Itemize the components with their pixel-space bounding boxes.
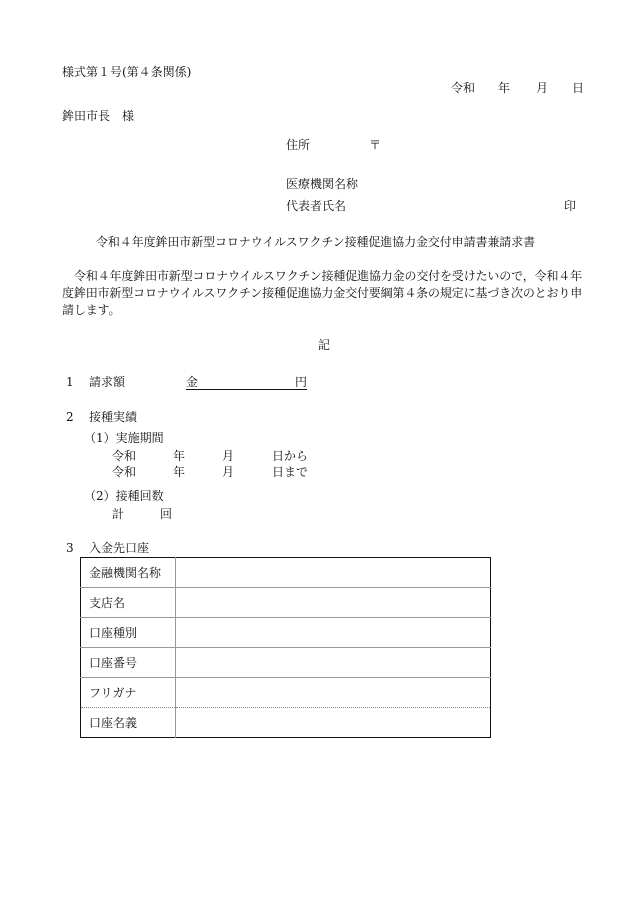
- table-row: [81, 678, 491, 708]
- table-row: [81, 648, 491, 678]
- count-total: 計: [112, 507, 125, 521]
- bank-name-label: 金融機関名称: [81, 558, 176, 588]
- ki-heading: 記: [318, 338, 331, 352]
- address-label: 住所: [286, 138, 311, 152]
- currency-prefix: 金: [186, 375, 199, 389]
- period-end-day: 日まで: [272, 465, 309, 479]
- account-number-field[interactable]: [176, 648, 491, 678]
- document-title: 令和４年度鉾田市新型コロナウイルスワクチン接種促進協力金交付申請書兼請求書: [96, 235, 535, 249]
- representative-label: 代表者氏名: [286, 199, 347, 213]
- bank-name-field[interactable]: [176, 558, 491, 588]
- count-unit: 回: [160, 507, 173, 521]
- account-holder-label: 口座名義: [81, 708, 176, 738]
- item3-number: 3: [66, 541, 74, 555]
- account-holder-field[interactable]: [176, 708, 491, 738]
- account-type-label: 口座種別: [81, 618, 176, 648]
- table-row: [81, 588, 491, 618]
- claim-amount-line: [186, 376, 307, 390]
- furigana-label: フリガナ: [81, 678, 176, 708]
- period-start-year: 年: [173, 449, 186, 463]
- item2-label: 接種実績: [89, 410, 138, 424]
- account-number-label: 口座番号: [81, 648, 176, 678]
- table-row: [81, 618, 491, 648]
- period-end-month: 月: [222, 465, 235, 479]
- account-type-field[interactable]: [176, 618, 491, 648]
- date-month: 月: [536, 81, 549, 95]
- period-end-year: 年: [173, 465, 186, 479]
- item1-label: 請求額: [89, 375, 126, 389]
- period-start-month: 月: [222, 449, 235, 463]
- date-year: 年: [498, 81, 511, 95]
- item3-label: 入金先口座: [89, 541, 150, 555]
- period-start-day: 日から: [272, 449, 309, 463]
- table-row: [81, 708, 491, 738]
- seal-label: 印: [564, 199, 577, 213]
- institution-label: 医療機関名称: [286, 177, 359, 191]
- date-day: 日: [572, 81, 585, 95]
- item1-number: 1: [66, 375, 74, 389]
- addressee: 鉾田市長 様: [62, 109, 135, 123]
- item2-number: 2: [66, 410, 74, 424]
- count-label: （2）接種回数: [84, 489, 164, 503]
- bank-account-table: [80, 557, 491, 738]
- period-end-era: 令和: [112, 465, 137, 479]
- period-label: （1）実施期間: [84, 431, 164, 445]
- branch-name-label: 支店名: [81, 588, 176, 618]
- table-row: [81, 558, 491, 588]
- postal-mark: 〒: [369, 138, 382, 152]
- period-start-era: 令和: [112, 449, 137, 463]
- furigana-field[interactable]: [176, 678, 491, 708]
- body-paragraph: 令和４年度鉾田市新型コロナウイルスワクチン接種促進協力金の交付を受けたいので，令和４年度鉾田市新型コロナウイルスワクチン接種促進協力金交付要綱第４条の規定に基づき次のとおり申請します。: [62, 269, 583, 317]
- form-number: 様式第１号(第４条関係): [62, 65, 192, 79]
- date-era: 令和: [451, 81, 476, 95]
- currency-suffix: 円: [294, 375, 307, 389]
- branch-name-field[interactable]: [176, 588, 491, 618]
